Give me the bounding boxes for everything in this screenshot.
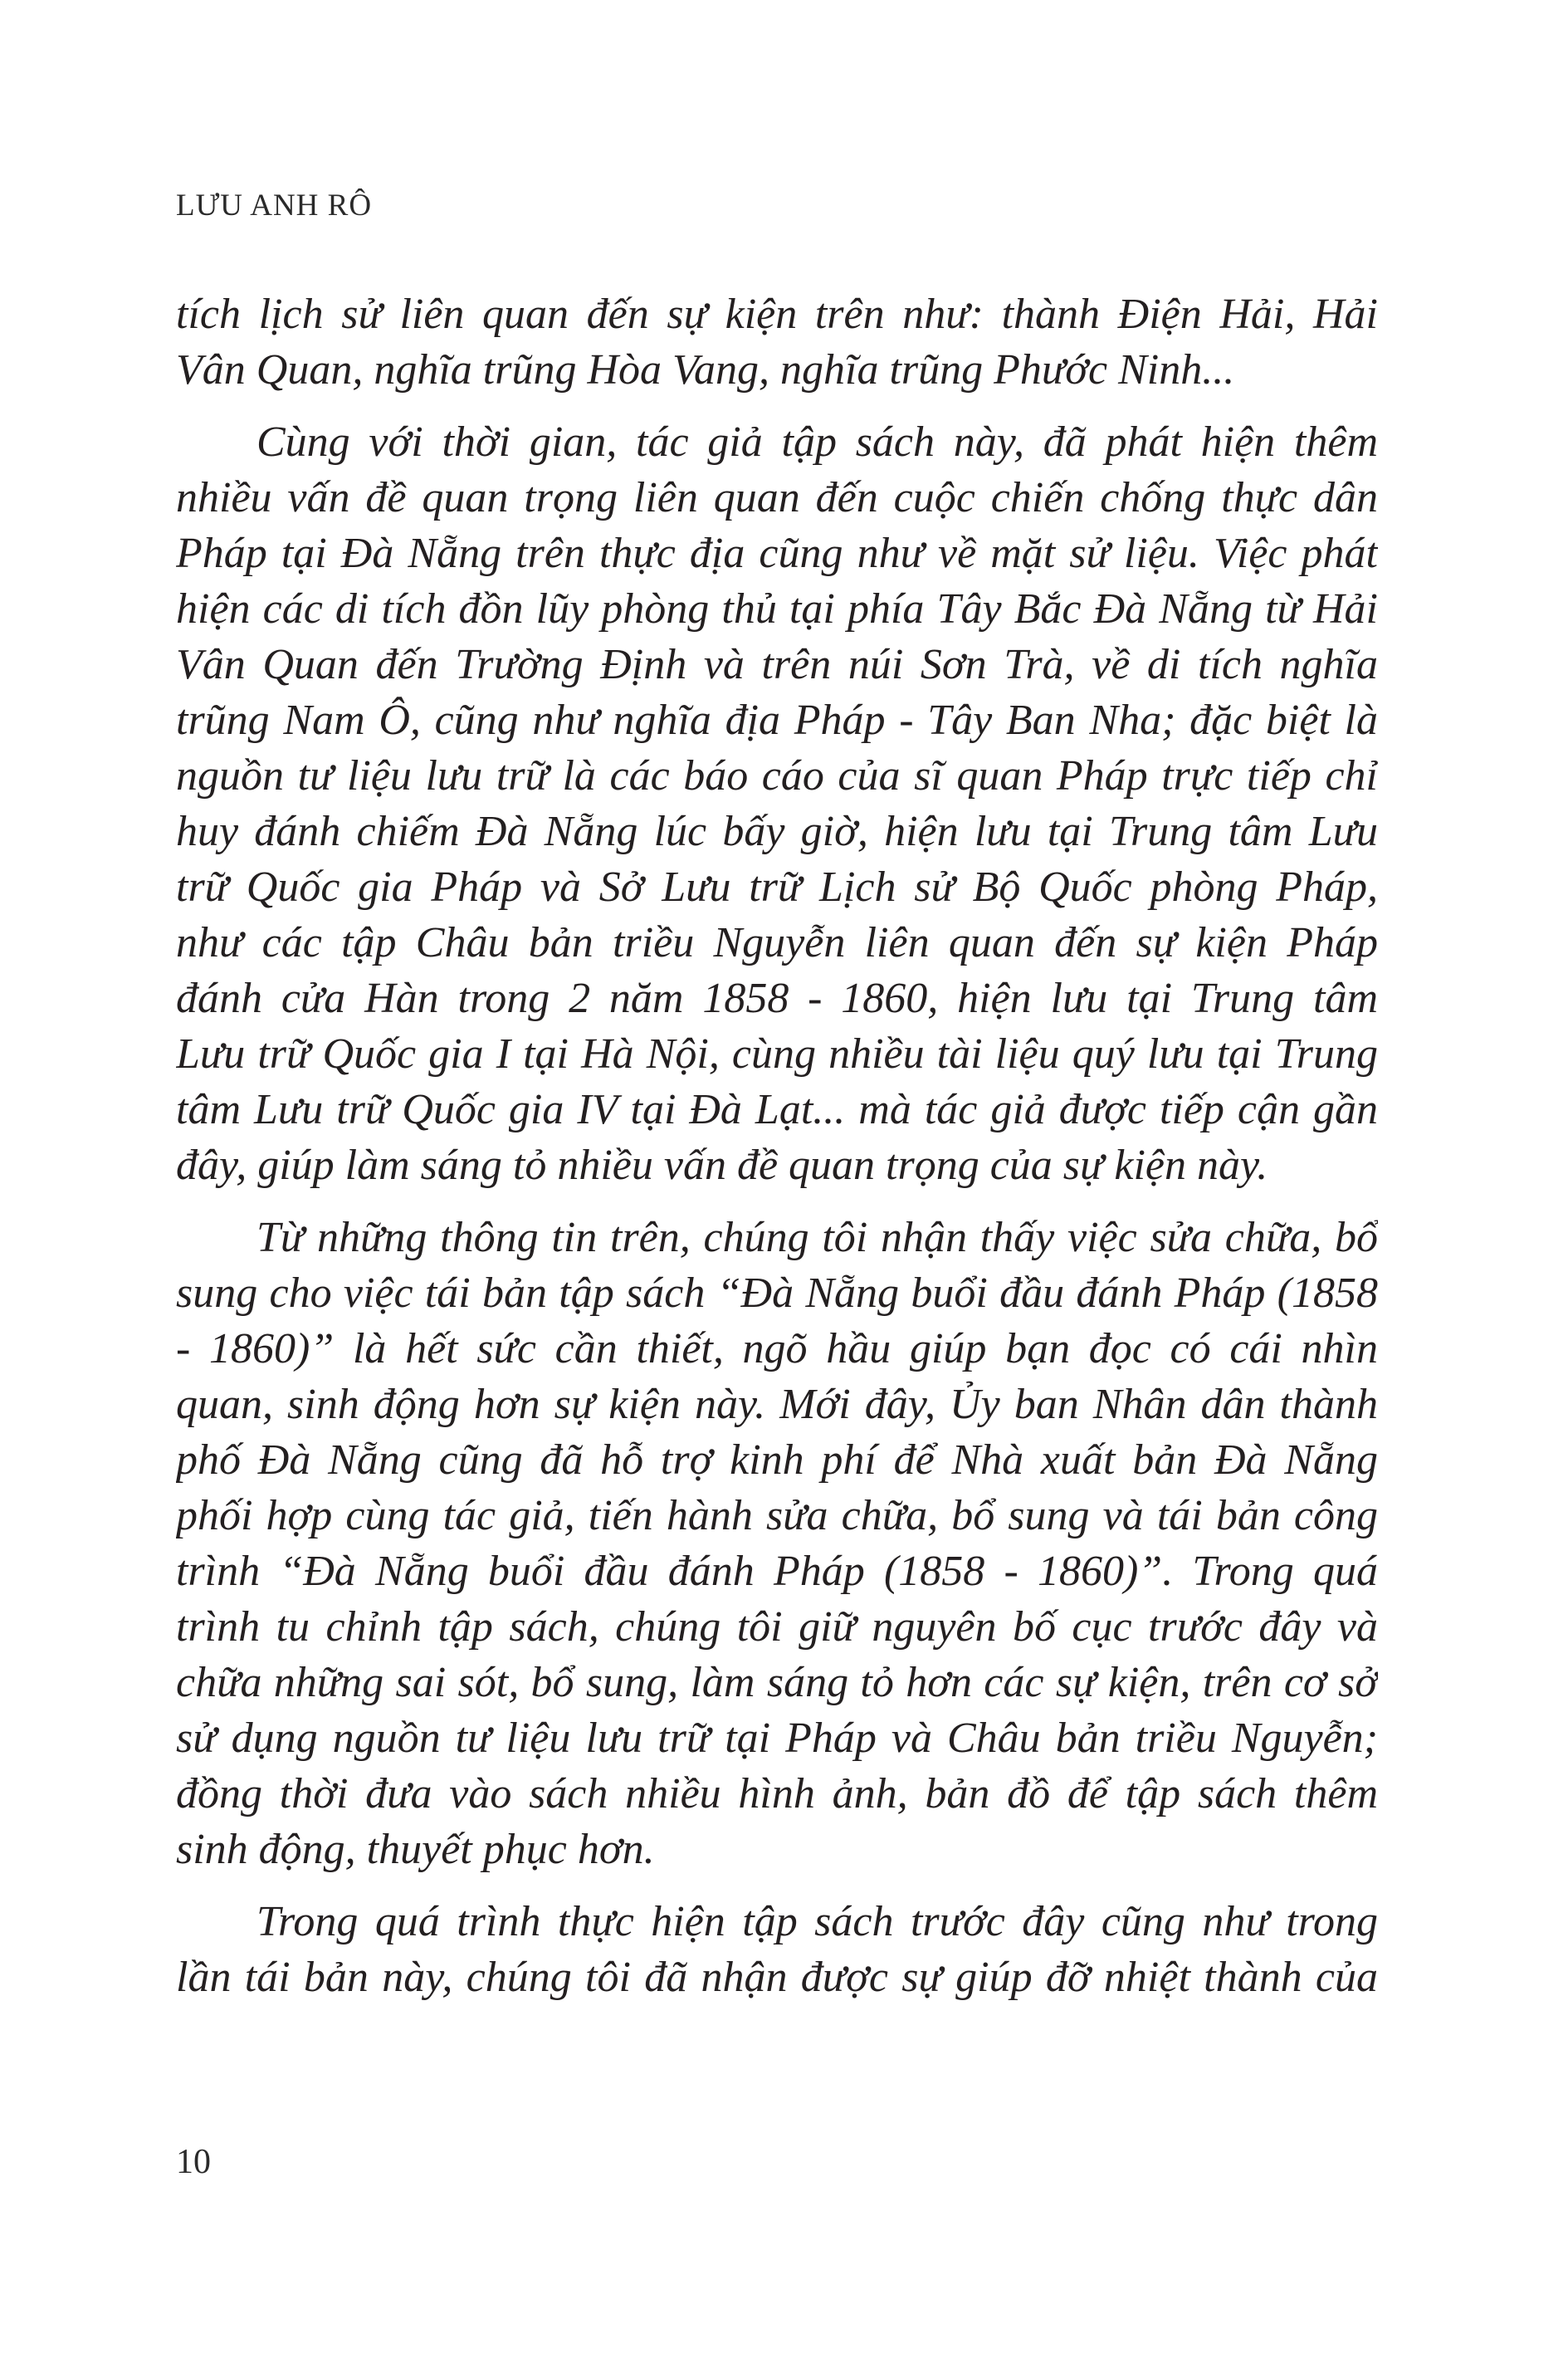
page-number: 10 <box>176 2143 211 2181</box>
text-line: Từ những thông tin trên, chúng tôi nhận thấy việc sửa chữa, bổ <box>256 1214 1378 1261</box>
text-line: chữa những sai sót, bổ sung, làm sáng tỏ hơn các sự kiện, trên cơ sở <box>176 1659 1378 1706</box>
text-line: sung cho việc tái bản tập sách “Đà Nẵng buổi đầu đánh Pháp (1858 <box>176 1269 1378 1317</box>
text-line: trình tu chỉnh tập sách, chúng tôi giữ nguyên bố cục trước đây và <box>176 1603 1378 1651</box>
text-line: nhiều vấn đề quan trọng liên quan đến cuộc chiến chống thực dân <box>176 474 1378 521</box>
text-line: trũng Nam Ô, cũng như nghĩa địa Pháp - Tây Ban Nha; đặc biệt là <box>176 697 1378 744</box>
paragraph <box>176 286 1378 398</box>
text-line: quan, sinh động hơn sự kiện này. Mới đây, Ủy ban Nhân dân thành <box>176 1381 1378 1428</box>
paragraph <box>176 414 1378 1193</box>
text-line: tích lịch sử liên quan đến sự kiện trên như: thành Điện Hải, Hải <box>176 291 1378 338</box>
text-line: trình “Đà Nẵng buổi đầu đánh Pháp (1858 - 1860)”. Trong quá <box>176 1548 1378 1595</box>
text-line: Vân Quan, nghĩa trũng Hòa Vang, nghĩa trũng Phước Ninh... <box>176 346 1235 394</box>
text-line: nguồn tư liệu lưu trữ là các báo cáo của sĩ quan Pháp trực tiếp chỉ <box>176 752 1378 800</box>
text-line: sinh động, thuyết phục hơn. <box>176 1826 655 1873</box>
text-line: Lưu trữ Quốc gia I tại Hà Nội, cùng nhiều tài liệu quý lưu tại Trung <box>176 1030 1378 1078</box>
text-line: hiện các di tích đồn lũy phòng thủ tại phía Tây Bắc Đà Nẵng từ Hải <box>176 585 1378 633</box>
text-line: Pháp tại Đà Nẵng trên thực địa cũng như về mặt sử liệu. Việc phát <box>176 530 1378 577</box>
running-head: LƯU ANH RÔ <box>176 188 373 223</box>
text-line: phố Đà Nẵng cũng đã hỗ trợ kinh phí để Nhà xuất bản Đà Nẵng <box>176 1436 1378 1484</box>
paragraph <box>176 1894 1378 2005</box>
body-text <box>176 286 1378 2022</box>
text-line: như các tập Châu bản triều Nguyễn liên quan đến sự kiện Pháp <box>176 919 1378 966</box>
text-line: trữ Quốc gia Pháp và Sở Lưu trữ Lịch sử Bộ Quốc phòng Pháp, <box>176 863 1378 911</box>
text-line: huy đánh chiếm Đà Nẵng lúc bấy giờ, hiện lưu tại Trung tâm Lưu <box>176 808 1378 855</box>
text-line: đồng thời đưa vào sách nhiều hình ảnh, bản đồ để tập sách thêm <box>176 1770 1378 1817</box>
text-line: đánh cửa Hàn trong 2 năm 1858 - 1860, hiện lưu tại Trung tâm <box>176 975 1378 1022</box>
text-line: đây, giúp làm sáng tỏ nhiều vấn đề quan trọng của sự kiện này. <box>176 1142 1268 1189</box>
text-line: - 1860)” là hết sức cần thiết, ngõ hầu giúp bạn đọc có cái nhìn <box>176 1325 1378 1372</box>
paragraph <box>176 1210 1378 1877</box>
text-line: sử dụng nguồn tư liệu lưu trữ tại Pháp và Châu bản triều Nguyễn; <box>176 1715 1378 1762</box>
text-line: Vân Quan đến Trường Định và trên núi Sơn Trà, về di tích nghĩa <box>176 641 1378 688</box>
text-line: lần tái bản này, chúng tôi đã nhận được sự giúp đỡ nhiệt thành của <box>176 1954 1378 2001</box>
text-line: phối hợp cùng tác giả, tiến hành sửa chữa, bổ sung và tái bản công <box>176 1492 1378 1539</box>
text-line: Cùng với thời gian, tác giả tập sách này, đã phát hiện thêm <box>256 418 1378 466</box>
text-line: tâm Lưu trữ Quốc gia IV tại Đà Lạt... mà tác giả được tiếp cận gần <box>176 1086 1378 1133</box>
text-line: Trong quá trình thực hiện tập sách trước đây cũng như trong <box>256 1898 1378 1945</box>
